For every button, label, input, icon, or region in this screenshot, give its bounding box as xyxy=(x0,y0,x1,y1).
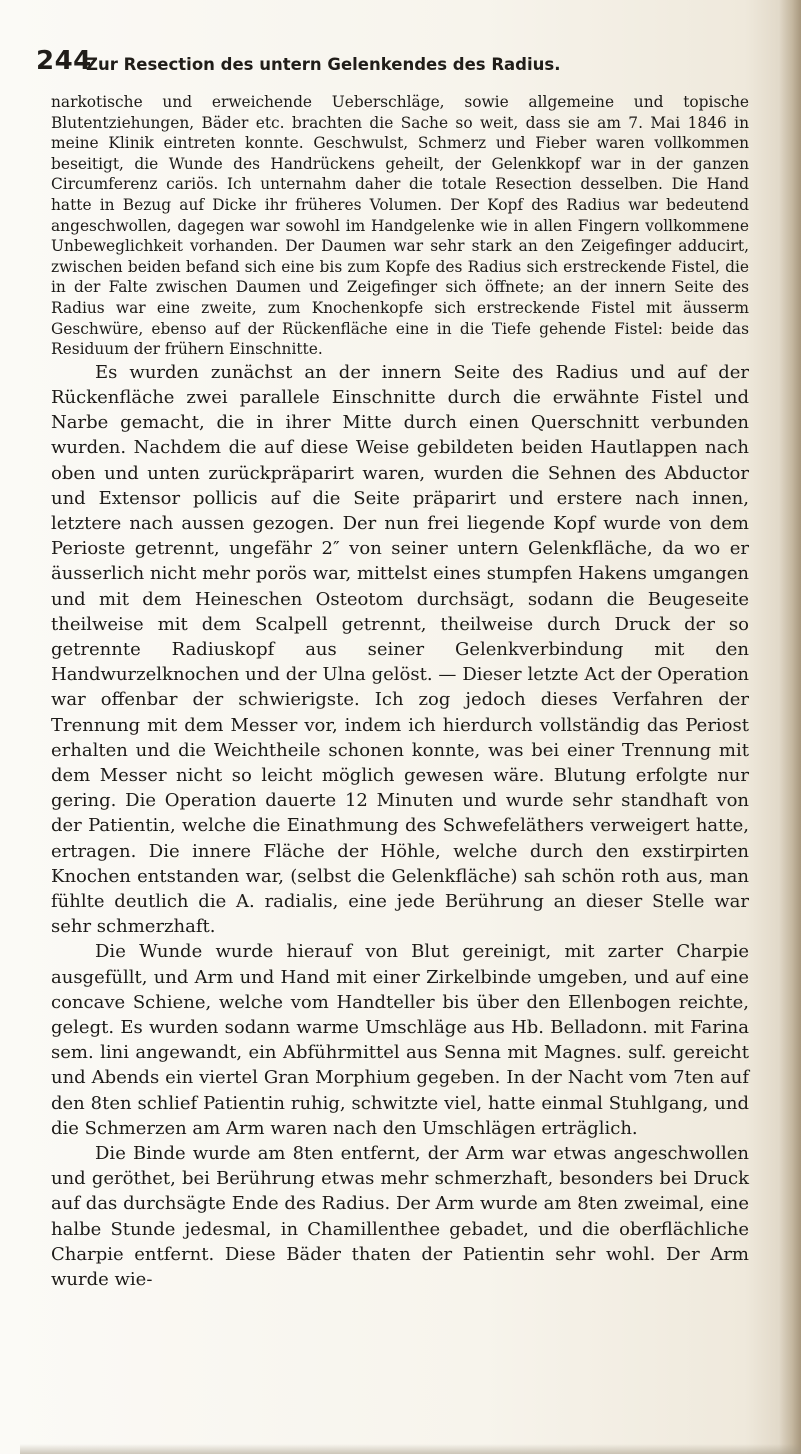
large-print-section xyxy=(51,360,749,1293)
page-number: 244 xyxy=(36,46,92,76)
paragraph-operation: Es wurden zunächst an der innern Seite des Radius und auf der Rückenfläche zwei parallele Einschnitte durch die erwähnte Fistel und Narbe gemacht, die in ihrer Mitte durch einen Querschnitt verbunden wurden. Nachdem die auf diese Weise gebildeten beiden Hautlappen nach oben und unten zurückpräparirt waren, wurden die Sehnen des Abductor und Extensor pollicis auf die Seite präparirt und erstere nach innen, letztere nach aussen gezogen. Der nun frei liegende Kopf wurde von dem Perioste getrennt, ungefähr 2″ von seiner untern Gelenkfläche, da wo er äusserlich nicht mehr porös war, mittelst eines stumpfen Hakens umgangen und mit dem Heineschen Osteotom durchsägt, sodann die Beugeseite theilweise mit dem Scalpell getrennt, theilweise durch Druck der so getrennte Radiuskopf aus seiner Gelenkverbindung mit den Handwurzelknochen und der Ulna gelöst. — Dieser letzte Act der Operation war offenbar der schwierigste. Ich zog jedoch dieses Verfahren der Trennung mit dem Messer vor, indem ich hierdurch vollständig das Periost erhalten und die Weichtheile schonen konnte, was bei einer Trennung mit dem Messer nicht so leicht möglich gewesen wäre. Blutung erfolgte nur gering. Die Operation dauerte 12 Minuten und wurde sehr standhaft von der Patientin, welche die Einathmung des Schwefeläthers verweigert hatte, ertragen. Die innere Fläche der Höhle, welche durch den exstirpirten Knochen entstanden war, (selbst die Gelenkfläche) sah schön roth aus, man fühlte deutlich die A. radialis, eine jede Berührung an dieser Stelle war sehr schmerzhaft. xyxy=(51,361,749,938)
small-print-section xyxy=(51,92,749,360)
page-header xyxy=(36,46,761,86)
paragraph-case-history: narkotische und erweichende Ueberschläge, sowie allgemeine und topische Blutentziehungen, Bäder etc. brachten die Sache so weit, dass sie am 7. Mai 1846 in meine Klinik eintreten konnte. Geschwulst, Schmerz und Fieber waren vollkommen beseitigt, die Wunde des Handrückens geheilt, der Gelenkkopf war in der ganzen Circumferenz cariös. Ich unternahm daher die totale Resection desselben. Die Hand hatte in Bezug auf Dicke ihr früheres Volumen. Der Kopf des Radius war bedeutend angeschwollen, dagegen war sowohl im Handgelenke wie in allen Fingern vollkommene Unbeweglichkeit vorhanden. Der Daumen war sehr stark an den Zeigefinger adducirt, zwischen beiden befand sich eine bis zum Kopfe des Radius sich erstreckende Fistel, die in der Falte zwischen Daumen und Zeigefinger sich öffnete; an der innern Seite des Radius war eine zweite, zum Knochenkopfe sich erstreckende Fistel mit äusserm Geschwüre, ebenso auf der Rückenfläche eine in die Tiefe gehende Fistel: beide das Residuum der frühern Einschnitte. xyxy=(51,93,749,359)
body-text xyxy=(51,92,749,1292)
running-head: Zur Resection des untern Gelenkendes des Radius. xyxy=(86,55,561,74)
paragraph-dressing: Die Wunde wurde hierauf von Blut gereinigt, mit zarter Charpie ausgefüllt, und Arm und Hand mit einer Zirkelbinde umgeben, und auf eine concave Schiene, welche vom Handteller bis über den Ellenbogen reichte, gelegt. Es wurden sodann warme Umschläge aus Hb. Belladonn. mit Farina sem. lini angewandt, ein Abführmittel aus Senna mit Magnes. sulf. gereicht und Abends ein viertel Gran Morphium gegeben. In der Nacht vom 7ten auf den 8ten schlief Patientin ruhig, schwitzte viel, hatte einmal Stuhlgang, und die Schmerzen am Arm waren nach den Umschlägen erträglich. xyxy=(51,941,749,1139)
page-bottom-shadow xyxy=(20,1444,801,1454)
paragraph-aftercare: Die Binde wurde am 8ten entfernt, der Arm war etwas angeschwollen und geröthet, bei Berührung etwas mehr schmerzhaft, besonders bei Druck auf das durchsägte Ende des Radius. Der Arm wurde am 8ten zweimal, eine halbe Stunde jedesmal, in Chamillenthee gebadet, und die oberflächliche Charpie entfernt. Diese Bäder thaten der Patientin sehr wohl. Der Arm wurde wie- xyxy=(51,1143,749,1291)
page-edge-shadow xyxy=(779,0,801,1454)
